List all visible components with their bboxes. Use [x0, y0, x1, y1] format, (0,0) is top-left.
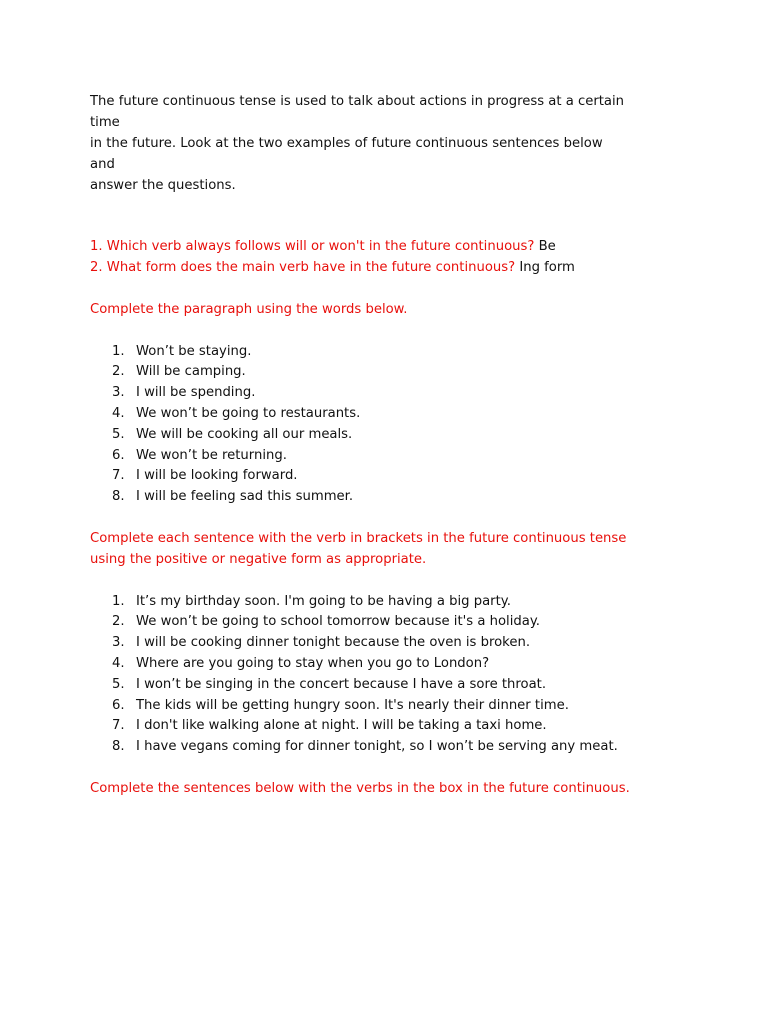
list-text: We won’t be going to school tomorrow because it's a holiday. — [136, 614, 540, 629]
intro-line: answer the questions. — [90, 178, 236, 193]
intro-line: in the future. Look at the two examples of future continuous sentences below — [90, 136, 603, 151]
list-text: We won’t be going to restaurants. — [136, 406, 361, 421]
list-text: I have vegans coming for dinner tonight, so I won’t be serving any meat. — [136, 739, 618, 754]
list-number: 8. — [112, 489, 125, 504]
list-number: 3. — [112, 385, 125, 400]
list-text: The kids will be getting hungry soon. It's nearly their dinner time. — [136, 698, 569, 713]
intro-line: and — [90, 157, 115, 172]
list-number: 7. — [112, 718, 125, 733]
list-text: I will be feeling sad this summer. — [136, 489, 354, 504]
list-text: I will be cooking dinner tonight because the oven is broken. — [136, 635, 531, 650]
list-number: 8. — [112, 739, 125, 754]
list-number: 7. — [112, 468, 125, 483]
list-number: 1. — [112, 594, 125, 609]
question-text: 2. What form does the main verb have in the future continuous? — [90, 260, 516, 275]
intro-line: The future continuous tense is used to talk about actions in progress at a certain — [90, 94, 625, 109]
list-text: I won’t be singing in the concert because I have a sore throat. — [136, 677, 547, 692]
list-text: Will be camping. — [136, 364, 246, 379]
question-1 — [90, 237, 556, 257]
list-number: 1. — [112, 344, 125, 359]
list-number: 4. — [112, 406, 125, 421]
list-number: 2. — [112, 614, 125, 629]
list-text: We will be cooking all our meals. — [136, 427, 353, 442]
list-text: I will be looking forward. — [136, 468, 298, 483]
list-number: 4. — [112, 656, 125, 671]
question-text: 1. Which verb always follows will or won't in the future continuous? — [90, 239, 535, 254]
list-text: It’s my birthday soon. I'm going to be having a big party. — [136, 594, 511, 609]
list-number: 6. — [112, 698, 125, 713]
list-text: Won’t be staying. — [136, 344, 252, 359]
section-heading: Complete the paragraph using the words below. — [90, 302, 408, 317]
list-number: 5. — [112, 677, 125, 692]
question-2 — [90, 258, 575, 278]
list-text: Where are you going to stay when you go to London? — [136, 656, 490, 671]
list-number: 6. — [112, 448, 125, 463]
list-text: I will be spending. — [136, 385, 256, 400]
intro-line: time — [90, 115, 120, 130]
section-heading: using the positive or negative form as appropriate. — [90, 552, 427, 567]
answer-text: Ing form — [519, 260, 575, 275]
list-text: I don't like walking alone at night. I will be taking a taxi home. — [136, 718, 547, 733]
section-heading: Complete the sentences below with the verbs in the box in the future continuous. — [90, 781, 630, 796]
answer-text: Be — [538, 239, 556, 254]
section-heading: Complete each sentence with the verb in brackets in the future continuous tense — [90, 531, 627, 546]
list-text: We won’t be returning. — [136, 448, 287, 463]
list-number: 3. — [112, 635, 125, 650]
list-number: 5. — [112, 427, 125, 442]
list-number: 2. — [112, 364, 125, 379]
